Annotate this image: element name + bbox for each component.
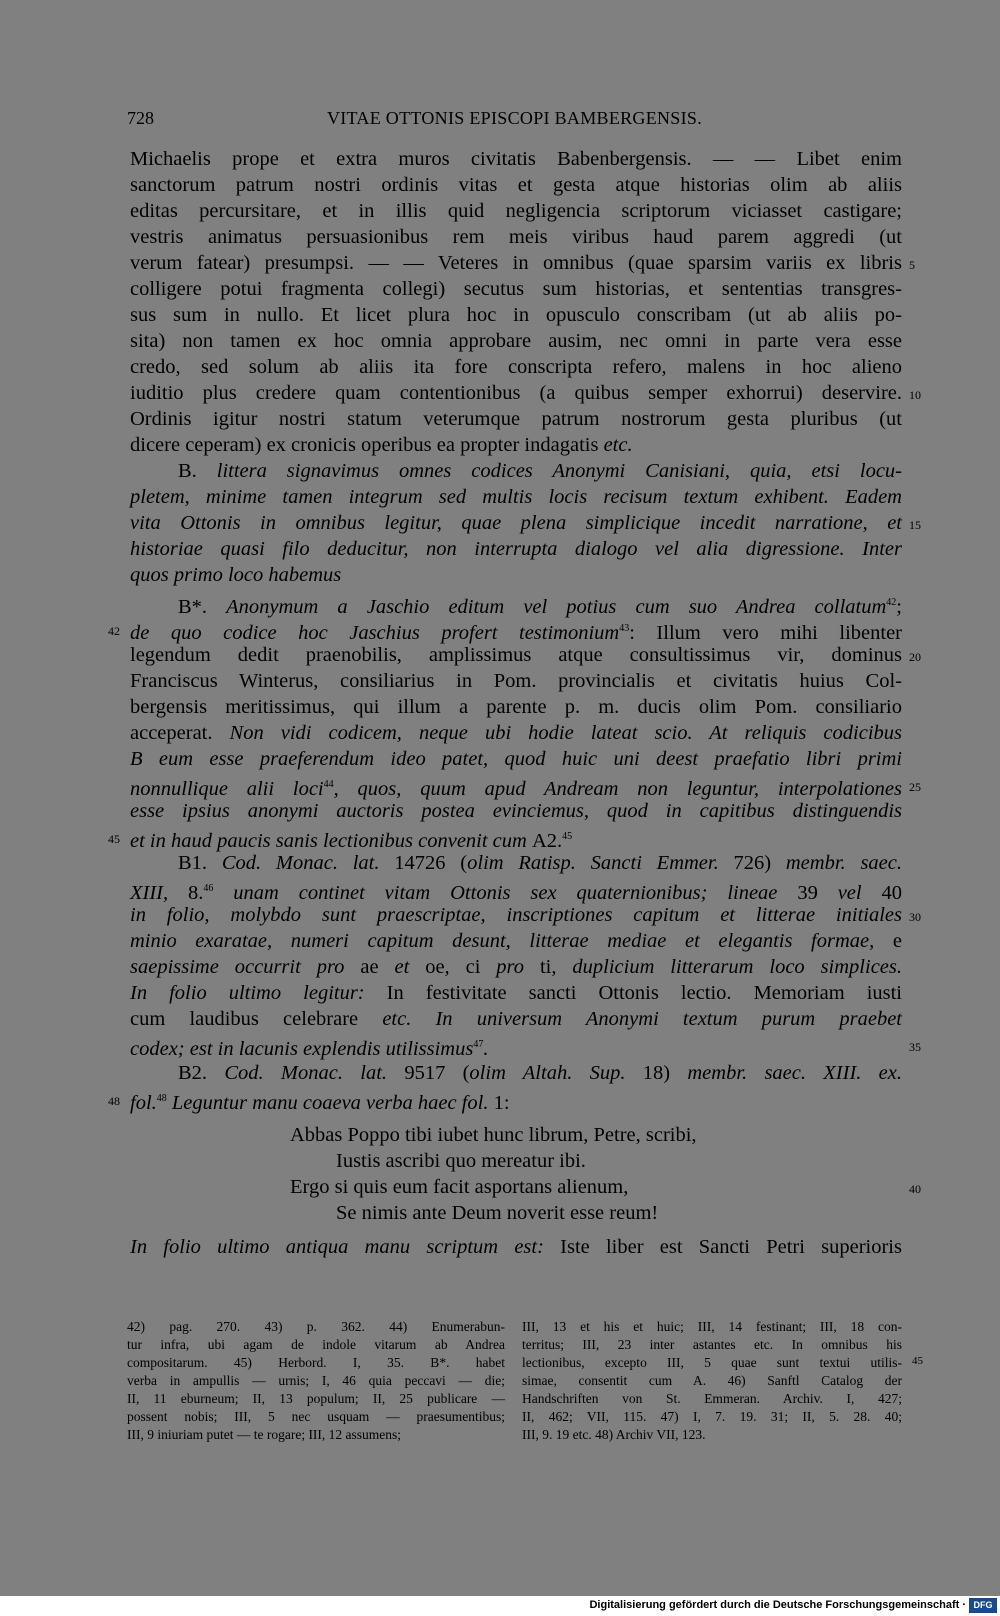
- footnote-ref: 47: [473, 1039, 484, 1050]
- text-span: acceperat.: [130, 722, 230, 744]
- text-line: historiae quasi filo deducitur, non interrupta dialogo vel alia digressione. Inter: [130, 538, 902, 560]
- text-line: [178, 458, 902, 484]
- verse-line: Ergo si quis eum facit asportans alienum,: [290, 1176, 629, 1198]
- text-line: vita Ottonis in omnibus legitur, quae plena simplicique incedit narratione, et: [130, 512, 902, 534]
- text-span: etc. In universum Anonymi textum purum praebet: [382, 1008, 903, 1030]
- text-span: et: [378, 956, 426, 978]
- footnote-line: II, 462; VII, 115. 47) I, 7. 19. 31; II, 5. 28. 40;: [522, 1409, 902, 1424]
- footnote-line: lectionibus, excepto III, 5 quae sunt textui utilis-: [522, 1355, 902, 1370]
- text-span: oe: [425, 956, 445, 978]
- text-span: In folio ultimo legitur:: [130, 982, 387, 1004]
- text-span: ;: [896, 595, 902, 618]
- text-span: B*.: [178, 595, 227, 618]
- text-span: minio exaratae, numeri capitum desunt, litterae mediae et elegantis formae,: [130, 930, 893, 952]
- footnote-line: Handschriften von St. Emmeran. Archiv. I, 427;: [522, 1391, 902, 1406]
- text-line: esse ipsius anonymi auctoris postea evinciemus, quod in capitibus distinguendis: [130, 800, 902, 822]
- footnote-ref: 44: [323, 779, 334, 790]
- text-line: [130, 1006, 902, 1032]
- text-line: [130, 432, 902, 458]
- running-title: VITAE OTTONIS EPISCOPI BAMBERGENSIS.: [326, 108, 703, 128]
- text-line: [178, 1060, 902, 1086]
- text-span: codex; est in lacunis explendis utilissimus: [130, 1037, 474, 1060]
- text-span: ,: [444, 956, 466, 978]
- line-number: 20: [909, 650, 921, 664]
- text-span: vel: [817, 881, 882, 904]
- text-span: et in haud paucis sanis lectionibus convenit cum: [130, 829, 532, 852]
- text-line: [130, 1234, 902, 1260]
- text-span: fol.: [130, 1091, 157, 1114]
- text-span: membr. saec.: [785, 852, 902, 874]
- text-span: Cod. Monac. lat.: [224, 1062, 405, 1084]
- footnote-line: possent nobis; III, 5 nec usquam — praesumentibus;: [127, 1409, 505, 1424]
- text-span: In folio ultimo antiqua manu scriptum est:: [130, 1236, 561, 1258]
- footnote-line: territus; III, 23 inter astantes etc. In omnibus his: [522, 1337, 902, 1352]
- footnote-line: tur infra, ubi agam de indole vitarum ab Andrea: [127, 1337, 505, 1352]
- text-span: Cod. Monac. lat.: [221, 852, 395, 874]
- line-number: 30: [909, 910, 921, 924]
- text-line: [130, 954, 902, 980]
- text-line: [130, 720, 902, 746]
- text-span: Non vidi codicem, neque ubi hodie lateat scio. At reliquis codicibus: [229, 722, 902, 744]
- text-line: vestris animatus persuasionibus rem meis viribus haud parem aggredi (ut: [130, 226, 902, 248]
- footnote-line: simae, consentit cum A. 46) Sanftl Catalog der: [522, 1373, 902, 1388]
- text-span: , quos, quum apud Andream non leguntur, interpolationes: [333, 777, 902, 800]
- text-span: B2.: [178, 1062, 225, 1084]
- text-span: e: [892, 930, 902, 952]
- text-span: : Illum vero mihi libenter: [629, 621, 902, 644]
- footnote-ref: 45: [562, 831, 573, 842]
- footnote-line: III, 13 et his et huic; III, 14 festinant; III, 18 con-: [522, 1319, 902, 1334]
- text-span: Anonymum a Jaschio editum vel potius cum suo Andrea collatum: [226, 595, 887, 618]
- text-line: Ordinis igitur nostri statum veterumque patrum nostrorum gesta pluribus (ut: [130, 408, 902, 430]
- text-line: editas percursitare, et in illis quid negligencia scriptorum viciasset castigare;: [130, 200, 902, 222]
- footnote-line: verba in ampullis — urnis; I, 46 quia peccavi — die;: [127, 1373, 505, 1388]
- dfg-logo: DFG: [969, 1598, 997, 1613]
- text-span: 726): [733, 852, 786, 874]
- footnotes-left: [127, 1318, 505, 1444]
- text-span: pro: [480, 956, 540, 978]
- text-line: [130, 876, 902, 902]
- text-line: in folio, molybdo sunt praescriptae, inscriptiones capitum et litterae initiales: [130, 904, 902, 926]
- text-line: sus sum in nullo. Et licet plura hoc in opusculo conscribam (ut ab aliis po-: [130, 304, 902, 326]
- line-number: 35: [909, 1040, 921, 1054]
- text-span: nonnullique alii loci: [130, 777, 324, 800]
- text-line: [130, 928, 902, 954]
- text-span: ae: [360, 956, 379, 978]
- text-span: ti: [539, 956, 552, 978]
- text-line: [130, 980, 902, 1006]
- text-line: pletem, minime tamen integrum sed multis locis recisum textum exhibent. Eadem: [130, 486, 902, 508]
- footnote-ref: 48: [156, 1093, 167, 1104]
- funding-note: Digitalisierung gefördert durch die Deutsche Forschungsgemeinschaft ·: [589, 1599, 966, 1611]
- text-span: Iste liber est Sancti Petri superioris: [560, 1236, 902, 1258]
- footnote-line: compositarum. 45) Herbord. I, 35. B*. habet: [127, 1355, 505, 1370]
- text-span: dicere ceperam) ex cronicis operibus ea propter indagatis: [130, 434, 604, 456]
- footnote-line: II, 11 eburneum; II, 13 populum; II, 25 publicare —: [127, 1391, 505, 1406]
- text-span: B.: [178, 460, 217, 482]
- text-span: ci: [465, 956, 481, 978]
- text-line: [178, 590, 902, 616]
- text-span: unam continet vitam Ottonis sex quaternionibus; lineae: [213, 881, 798, 904]
- text-line: Michaelis prope et extra muros civitatis Babenbergensis. — — Libet enim: [130, 148, 902, 170]
- text-span: membr. saec. XIII. ex.: [687, 1062, 903, 1084]
- line-number: 40: [909, 1182, 921, 1196]
- text-line: [178, 850, 902, 876]
- line-number: 10: [909, 388, 921, 402]
- text-line: legendum dedit praenobilis, amplissimus atque consultissimus vir, dominus: [130, 644, 902, 666]
- text-span: In festivitate sancti Ottonis lectio. Memoriam iusti: [386, 982, 903, 1004]
- text-span: 18): [642, 1062, 688, 1084]
- text-line: [130, 616, 902, 642]
- text-span: olim Ratisp. Sancti Emmer.: [467, 852, 734, 874]
- text-line: sanctorum patrum nostri ordinis vitas et gesta atque historias olim ab aliis: [130, 174, 902, 196]
- text-line: iuditio plus credere quam contentionibus (a quibus semper exhorrui) deservire.: [130, 382, 902, 404]
- text-span: .: [483, 1037, 489, 1060]
- footnotes-right: [522, 1318, 902, 1444]
- margin-footnote-marker: 48: [108, 1094, 120, 1108]
- text-span: Leguntur manu coaeva verba haec fol.: [166, 1091, 494, 1114]
- text-span: 39: [797, 881, 818, 904]
- footnote-ref: 43: [619, 623, 630, 634]
- text-line: quos primo loco habemus: [130, 564, 342, 586]
- text-span: cum laudibus celebrare: [130, 1008, 383, 1030]
- text-span: 9517 (: [404, 1062, 470, 1084]
- footnote-ref: 46: [203, 883, 214, 894]
- margin-footnote-marker: 45: [108, 832, 120, 846]
- text-line: [130, 824, 902, 850]
- text-line: colligere potui fragmenta collegi) secutus sum historias, et sententias transgres-: [130, 278, 902, 300]
- verse-line: Abbas Poppo tibi iubet hunc librum, Petre, scribi,: [290, 1124, 697, 1146]
- text-span: XIII,: [130, 881, 189, 904]
- text-span: saepissime occurrit pro: [130, 956, 361, 978]
- verse-line: Se nimis ante Deum noverit esse reum!: [336, 1202, 659, 1224]
- page-header: [127, 108, 902, 132]
- text-span: etc.: [603, 434, 633, 456]
- text-line: [130, 772, 902, 798]
- text-line: Franciscus Winterus, consiliarius in Pom. provincialis et civitatis huius Col-: [130, 670, 902, 692]
- page-number: 728: [127, 108, 154, 128]
- footnote-line: III, 9. 19 etc. 48) Archiv VII, 123.: [522, 1427, 706, 1442]
- text-line: verum fatear) presumpsi. — — Veteres in omnibus (quae sparsim variis ex libris: [130, 252, 902, 274]
- text-span: 14726 (: [394, 852, 468, 874]
- footnote-line: III, 9 iniuriam putet — te rogare; III, 12 assumens;: [127, 1427, 402, 1442]
- text-line: [130, 1032, 902, 1058]
- text-span: B1.: [178, 852, 222, 874]
- text-line: sita) non tamen ex hoc omnia approbare ausim, nec omni in parte vera esse: [130, 330, 902, 352]
- text-line: [130, 1086, 902, 1112]
- text-span: olim Altah. Sup.: [469, 1062, 643, 1084]
- text-line: bergensis meritissimus, qui illum a parente p. m. ducis olim Pom. consiliario: [130, 696, 902, 718]
- text-span: littera signavimus omnes codices Anonymi Canisiani, quia, etsi locu-: [216, 460, 902, 482]
- text-line: B eum esse praeferendum ideo patet, quod huic uni deest praefatio libri primi: [130, 748, 902, 770]
- text-span: A2.: [531, 829, 563, 852]
- text-span: 1:: [493, 1091, 510, 1114]
- footer-bar: [0, 1596, 1000, 1616]
- margin-footnote-marker: 42: [108, 624, 120, 638]
- footnote-line: 42) pag. 270. 43) p. 362. 44) Enumerabun-: [127, 1319, 505, 1334]
- line-number: 15: [909, 518, 921, 532]
- text-span: 40: [881, 881, 902, 904]
- footnote-ref: 42: [886, 597, 897, 608]
- line-number: 25: [909, 780, 921, 794]
- verse-line: Iustis ascribi quo mereatur ibi.: [336, 1150, 586, 1172]
- text-span: , duplicium litterarum loco simplices.: [551, 956, 903, 978]
- line-number: 45: [912, 1355, 923, 1367]
- line-number: 5: [909, 258, 915, 272]
- text-span: 8.: [188, 881, 204, 904]
- text-line: credo, sed solum ab aliis ita fore conscripta refero, malens in hoc alieno: [130, 356, 902, 378]
- text-span: de quo codice hoc Jaschius profert testimonium: [130, 621, 620, 644]
